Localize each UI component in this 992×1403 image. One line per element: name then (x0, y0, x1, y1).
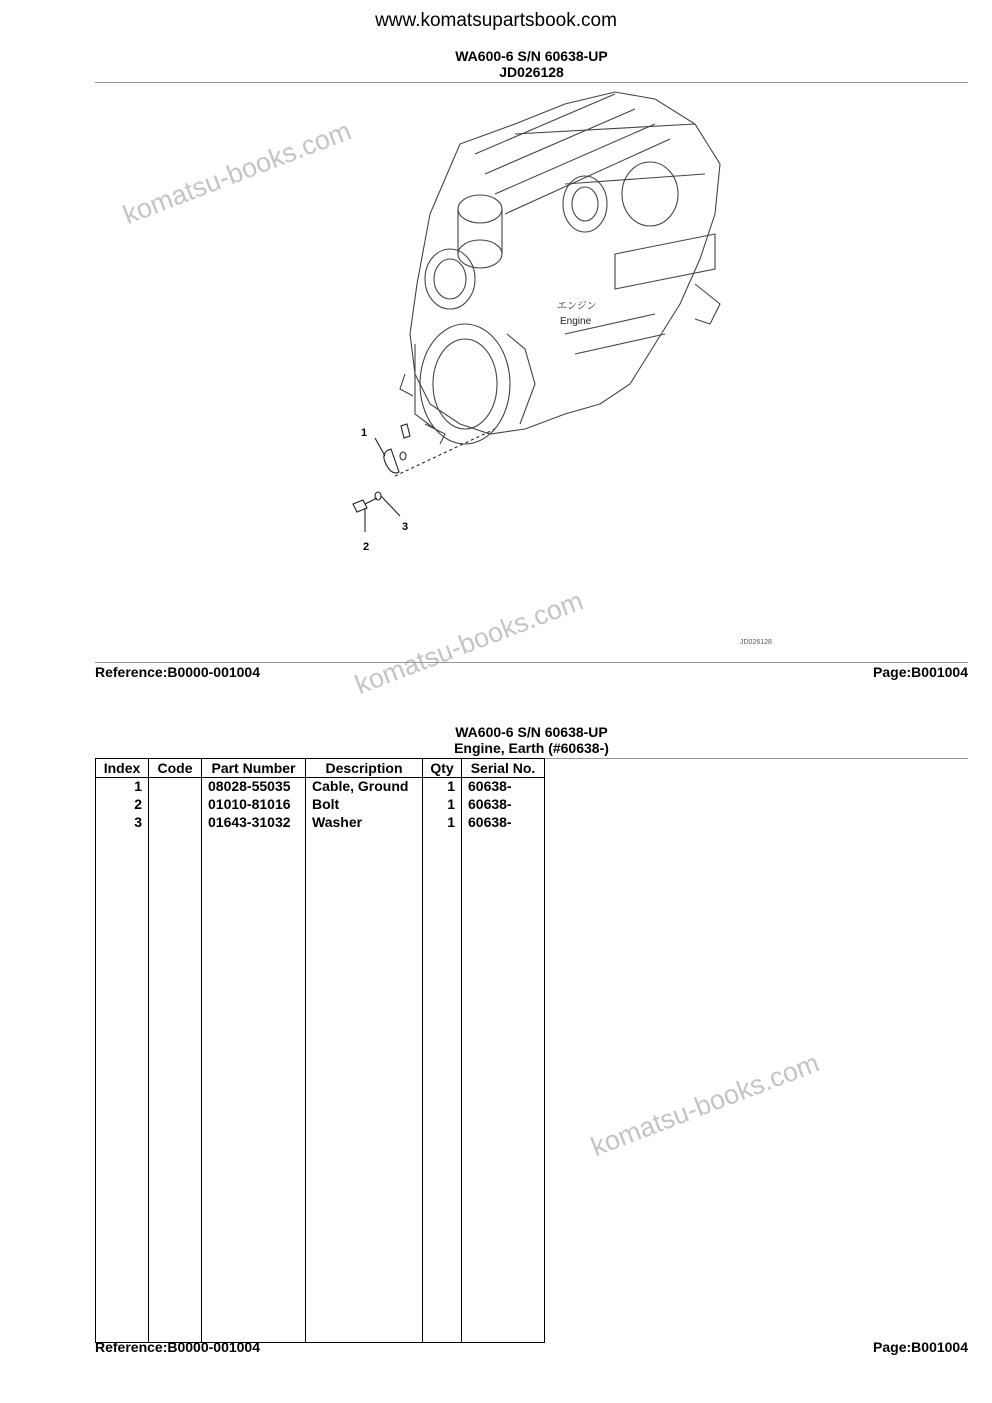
parts-model-line: WA600-6 S/N 60638-UP (455, 724, 608, 740)
cell-index: 3 (96, 814, 149, 832)
parts-group-title: Engine, Earth (#60638-) (454, 740, 609, 756)
website-url[interactable]: www.komatsupartsbook.com (375, 10, 617, 31)
engine-label-jp: エンジン (557, 301, 597, 312)
table-row (96, 796, 545, 814)
table-header-row (96, 759, 545, 778)
col-description: Description (306, 759, 423, 778)
cell-serial: 60638- (462, 778, 545, 797)
cell-code (149, 796, 202, 814)
cell-description: Cable, Ground (306, 778, 423, 797)
diagram-header (95, 48, 968, 80)
ground-cable-assembly (353, 424, 495, 532)
cell-qty: 1 (423, 778, 462, 797)
table-top-rule (542, 758, 968, 759)
callout-1: 1 (361, 427, 368, 439)
parts-list-header (95, 724, 968, 756)
table-filler-row (96, 832, 545, 1343)
header-divider (95, 82, 968, 83)
diagram-code: JD026128 (499, 64, 564, 80)
cell-part-number: 01643-31032 (202, 814, 306, 832)
reference-label-bottom: Reference:B0000-001004 (95, 1339, 260, 1355)
cell-description: Washer (306, 814, 423, 832)
engine-label-en: Engine (560, 316, 592, 327)
cell-index: 1 (96, 778, 149, 797)
cell-code (149, 778, 202, 797)
cell-description: Bolt (306, 796, 423, 814)
col-qty: Qty (423, 759, 462, 778)
model-line: WA600-6 S/N 60638-UP (455, 48, 608, 64)
col-code: Code (149, 759, 202, 778)
cell-serial: 60638- (462, 796, 545, 814)
parts-table (95, 758, 545, 1343)
cell-part-number: 01010-81016 (202, 796, 306, 814)
callout-2: 2 (363, 541, 370, 553)
col-serial: Serial No. (462, 759, 545, 778)
cell-code (149, 814, 202, 832)
watermark: komatsu-books.com (350, 585, 588, 701)
footer-divider (95, 662, 968, 663)
cell-qty: 1 (423, 814, 462, 832)
page-label-bottom: Page:B001004 (873, 1339, 968, 1355)
watermark: komatsu-books.com (586, 1047, 824, 1163)
reference-label: Reference:B0000-001004 (95, 664, 260, 680)
table-row (96, 814, 545, 832)
callout-3: 3 (402, 521, 409, 533)
cell-serial: 60638- (462, 814, 545, 832)
col-index: Index (96, 759, 149, 778)
col-part-number: Part Number (202, 759, 306, 778)
table-row (96, 778, 545, 797)
cell-index: 2 (96, 796, 149, 814)
page-label: Page:B001004 (873, 664, 968, 680)
watermark: komatsu-books.com (118, 115, 356, 231)
cell-part-number: 08028-55035 (202, 778, 306, 797)
cell-qty: 1 (423, 796, 462, 814)
figure-code: JD026128 (740, 639, 772, 646)
